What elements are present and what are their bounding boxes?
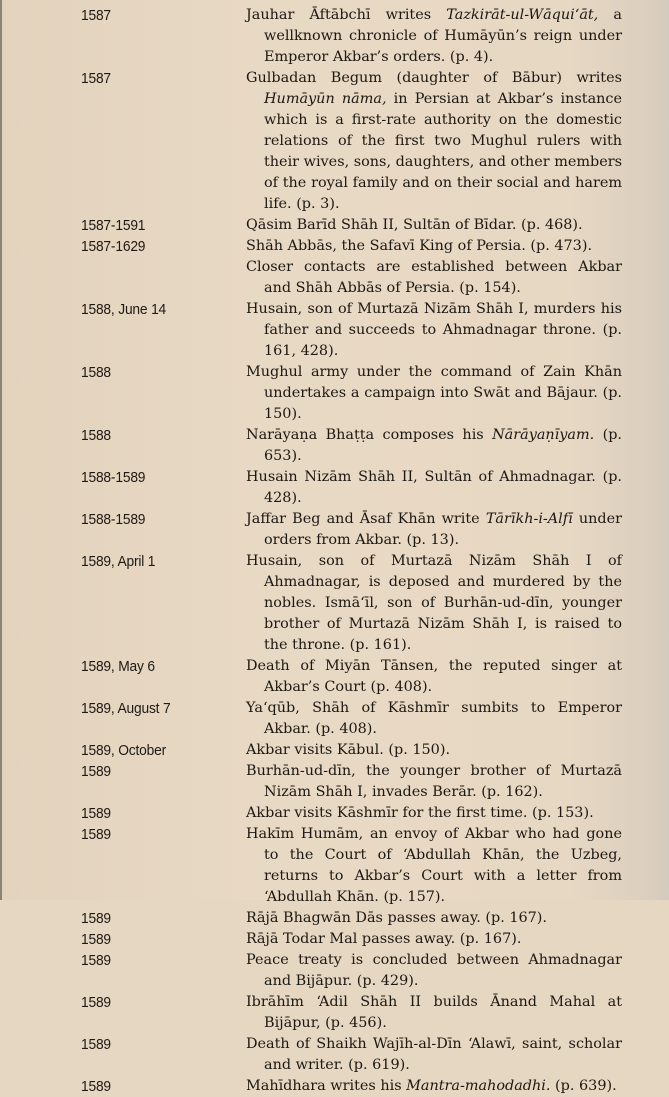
entry-description [246, 551, 622, 656]
description-text: Ya‘qūb, Shāh of Kāshmīr sumbits to Emperor Akbar. (p. 408). [246, 700, 622, 737]
work-title: Tārīkh-i-Alfī [485, 511, 573, 527]
work-title: Mantra-mahodadhi. [406, 1078, 551, 1094]
chronology-entry [0, 824, 669, 908]
entry-description [246, 509, 622, 551]
chronology-table [0, 5, 669, 1097]
chronology-entry [0, 992, 669, 1034]
description-text: (p. 653). [264, 427, 623, 464]
entry-date: 1589 [80, 910, 111, 927]
entry-description [246, 362, 622, 425]
description-text: Akbar visits Kābul. (p. 150). [246, 742, 451, 758]
entry-date: 1589, May 6 [80, 658, 155, 675]
work-title: Tazkirāt-ul-Wāqui‘āt, [446, 7, 599, 23]
chronology-entry [0, 236, 669, 257]
entry-description [246, 698, 622, 740]
chronology-entry [0, 215, 669, 236]
entry-description [246, 1034, 622, 1076]
chronology-entry [0, 68, 669, 215]
entry-date: 1589 [80, 805, 111, 822]
description-text: Mahīdhara writes his [246, 1078, 407, 1094]
chronology-entry [0, 5, 669, 68]
entry-description [246, 992, 622, 1034]
description-text: Qāsim Barīd Shāh II, Sultān of Bīdar. (p. 468). [246, 217, 583, 233]
description-text: Peace treaty is concluded between Ahmadnagar and Bijāpur. (p. 429). [246, 952, 622, 989]
description-text: Rājā Bhagwān Dās passes away. (p. 167). [246, 910, 547, 926]
chronology-entry [0, 908, 669, 929]
description-text: Death of Shaikh Wajīh-al-Dīn ‘Alawī, saint, scholar and writer. (p. 619). [246, 1036, 622, 1073]
entry-description [246, 236, 622, 257]
entry-date: 1589 [80, 763, 111, 780]
chronology-entry [0, 740, 669, 761]
entry-date: 1587 [80, 7, 111, 24]
chronology-entry [0, 761, 669, 803]
chronology-entry [0, 698, 669, 740]
entry-description [246, 950, 622, 992]
chronology-entry [0, 1034, 669, 1076]
description-text: in Persian at Akbar’s instance which is a first-rate authority on the domestic relations of the first two Mughul rulers with their wives, sons, daughters, and other members of the royal family and on their social and harem life. (p. 3). [264, 91, 622, 212]
chronology-entry [0, 299, 669, 362]
description-text: Akbar visits Kāshmīr for the first time. (p. 153). [246, 805, 594, 821]
entry-description [246, 656, 622, 698]
entry-date: 1589 [80, 994, 111, 1011]
entry-date: 1589 [80, 826, 111, 843]
entry-description [246, 257, 622, 299]
entry-description [246, 68, 622, 215]
entry-description [246, 215, 622, 236]
chronology-entry [0, 803, 669, 824]
chronology-entry [0, 1076, 669, 1097]
entry-date: 1588 [80, 364, 111, 381]
entry-description [246, 740, 622, 761]
chronology-entry [0, 950, 669, 992]
description-text: under orders from Akbar. (p. 13). [264, 511, 622, 548]
entry-description [246, 908, 622, 929]
description-text: Shāh Abbās, the Safavī King of Persia. (p. 473). [246, 238, 593, 254]
description-text: Jaffar Beg and Āsaf Khān write [246, 511, 486, 527]
description-text: Jauhar Āftābchī writes [246, 7, 447, 23]
entry-date: 1589 [80, 952, 111, 969]
entry-description [246, 299, 622, 362]
entry-date: 1588, June 14 [80, 301, 167, 318]
entry-description [246, 929, 622, 950]
description-text: Husain, son of Murtazā Nizām Shāh I of Ahmadnagar, is deposed and murdered by the nobles. Ismā‘īl, son of Burhān-ud-dīn, younger brother of Murtazā Nizām Shāh I, is raised to the throne. (p. 161). [246, 553, 622, 653]
description-text: Husain Nizām Shāh II, Sultān of Ahmadnagar. (p. 428). [246, 469, 622, 506]
entry-description [246, 467, 622, 509]
description-text: Gulbadan Begum (daughter of Bābur) writes [246, 70, 622, 86]
entry-date: 1588 [80, 427, 111, 444]
chronology-entry [0, 509, 669, 551]
description-text: Narāyaṇa Bhaṭṭa composes his [246, 427, 493, 443]
work-title: Nārāyaṇīyam. [492, 427, 595, 443]
chronology-entry [0, 257, 669, 299]
description-text: Rājā Todar Mal passes away. (p. 167). [246, 931, 522, 947]
chronology-entry [0, 551, 669, 656]
entry-description [246, 761, 622, 803]
work-title: Humāyūn nāma, [264, 91, 387, 107]
description-text: Burhān-ud-dīn, the younger brother of Murtazā Nizām Shāh I, invades Berār. (p. 162). [246, 763, 622, 800]
entry-date: 1587-1629 [80, 238, 146, 255]
entry-date: 1589, October [80, 742, 167, 759]
chronology-entry [0, 929, 669, 950]
description-text: Ibrāhīm ‘Adil Shāh II builds Ānand Mahal at Bijāpur, (p. 456). [246, 994, 622, 1031]
chronology-entry [0, 656, 669, 698]
chronology-entry [0, 425, 669, 467]
entry-description [246, 803, 622, 824]
description-text: Closer contacts are established between Akbar and Shāh Abbās of Persia. (p. 154). [246, 259, 622, 296]
description-text: (p. 639). [550, 1078, 617, 1094]
entry-date: 1588-1589 [80, 469, 146, 486]
description-text: a wellknown chronicle of Humāyūn’s reign under Emperor Akbar’s orders. (p. 4). [264, 7, 623, 65]
entry-date: 1587 [80, 70, 111, 87]
entry-date: 1589 [80, 1036, 111, 1053]
description-text: Mughul army under the command of Zain Khān undertakes a campaign into Swāt and Bājaur. (p. 150). [246, 364, 622, 422]
description-text: Husain, son of Murtazā Nizām Shāh I, murders his father and succeeds to Ahmadnagar throne. (p. 161, 428). [246, 301, 622, 359]
chronology-entry [0, 362, 669, 425]
entry-date: 1589, April 1 [80, 553, 156, 570]
entry-date: 1589, August 7 [80, 700, 171, 717]
description-text: Hakīm Humām, an envoy of Akbar who had gone to the Court of ‘Abdullah Khān, the Uzbeg, returns to Akbar’s Court with a letter from ‘Abdullah Khān. (p. 157). [246, 826, 622, 905]
entry-date: 1587-1591 [80, 217, 146, 234]
description-text: Death of Miyān Tānsen, the reputed singer at Akbar’s Court (p. 408). [246, 658, 622, 695]
chronology-entry [0, 467, 669, 509]
entry-description [246, 425, 622, 467]
entry-description [246, 824, 622, 908]
entry-description [246, 5, 622, 68]
entry-description [246, 1076, 622, 1097]
entry-date: 1588-1589 [80, 511, 146, 528]
entry-date: 1589 [80, 931, 111, 948]
entry-date: 1589 [80, 1078, 111, 1095]
